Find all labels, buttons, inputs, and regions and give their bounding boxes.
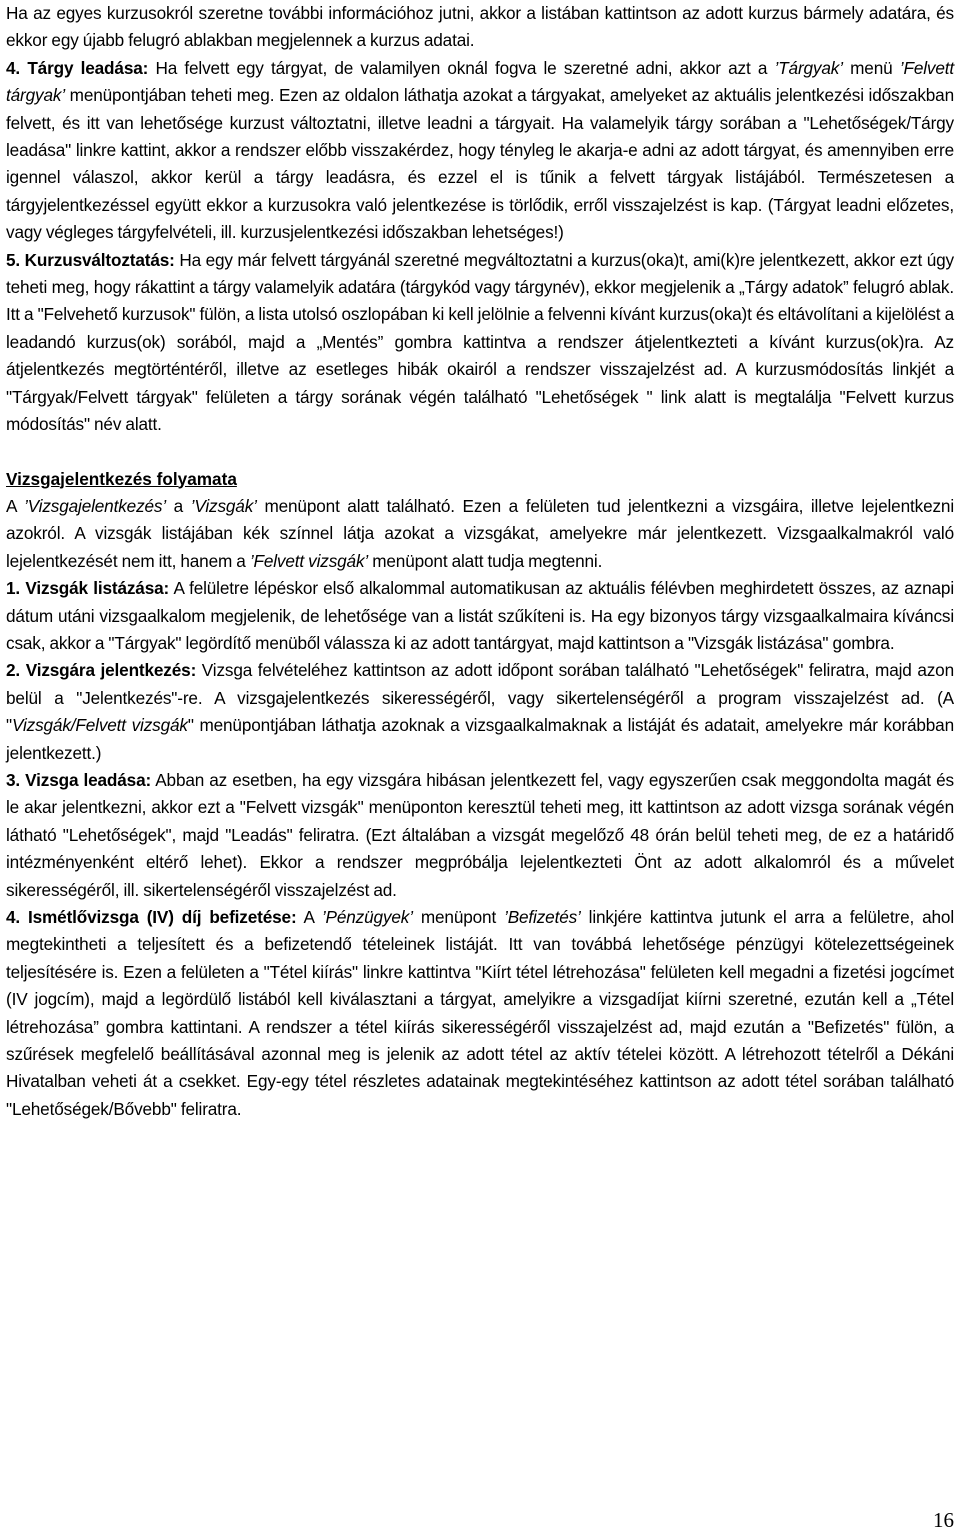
exam-intro-text-3: menüpont alatt található. Ezen a felületen tud jelentkezni a vizsgáira, illetve lejelentkezni azokról. A vizsgák listájában kék színnel látja azokat a vizsgákat, amelyekre már jelentkezett. Vizsgaalkalmakról való lejelentkezését nem itt, hanem a	[6, 495, 954, 571]
exam-item-2-menu-path: Vizsgák/Felvett vizsgák	[11, 715, 188, 736]
exam-intro-text-4: menüpont alatt tudja megtenni.	[368, 550, 603, 571]
exam-item-4-text-3: linkjére kattintva jutunk el arra a felületre, ahol megtekintheti a teljesített és a befizetendő tételeinek listáját. Itt van továbbá lehetősége pénzügyi kötelezettségeinek teljesítésére is. Ezen a felületen a "Tétel kiírás" linkre kattintva "Kiírt tétel létrehozása" felületen kell megadni a fizetési jogcímet (IV jogcím), majd a legördülő listából kell kiválasztani a tárgyat, amelyikre a vizsgadíjat kiírni szeretné, ezután kell a „Tétel létrehozása” gombra kattintani. A rendszer a tétel kiírás sikerességéről visszajelzést ad, majd ezután a "Befizetés" fülön, a szűrések megfelelő beállításával azonnal meg is jelenik az adott tétel az aktív tételei között. A létrehozott tételről a Dékáni Hivatalban veheti át a csekket. Egy-egy tétel részletes adatainak megtekintéséhez kattintson az adott tétel sorában található "Lehetőségek/Bővebb" feliratra.	[6, 907, 954, 1119]
intro-text: Ha az egyes kurzusokról szeretne további információhoz jutni, akkor a listában kattintson az adott kurzus bármely adatára, és ekkor egy újabb felugró ablakban megjelennek a kurzus adatai.	[6, 3, 954, 51]
intro-paragraph	[6, 0, 954, 55]
exam-intro-menu-2: ’Vizsgák’	[190, 495, 257, 516]
exam-item-1-number: 1.	[6, 578, 21, 599]
exam-item-2-vizsgara-jelentkezes	[6, 657, 954, 767]
exam-intro-menu-3: ’Felvett vizsgák’	[249, 550, 369, 571]
exam-item-1-title: Vizsgák listázása:	[25, 578, 170, 599]
exam-item-3-text: Abban az esetben, ha egy vizsgára hibásan jelentkezett fel, vagy egyszerűen csak meggondolta magát és le akar jelentkezni, akkor ezt a "Felvett vizsgák" menüponton keresztül teheti meg, itt kattintson az adott vizsga sorának végén látható "Lehetőségek", majd "Leadás" feliratra. (Ezt általában a vizsgát megelőző 48 órán belül teheti meg, de ez a határidő intézményenként eltérő lehet). Ekkor a rendszer megpróbálja lejelentkezteti Önt az adott alkalomról és a művelet sikerességéről, ill. sikertelenségéről visszajelzést ad.	[6, 769, 954, 900]
page-number: 16	[933, 1508, 954, 1532]
exam-item-4-text-2: menüpont	[412, 907, 505, 927]
exam-item-2-text-1: Vizsga felvételéhez kattintson az adott időpont sorában található "Lehetőségek" feliratra, majd azon belül a "Jelentkezés"-re. A vizsgajelentkezés sikerességéről, vagy sikertelenségéről a program visszajelzést ad. (A "	[6, 660, 954, 736]
exam-intro-text-2: a	[166, 495, 191, 516]
exam-item-1-vizsgak-listazasa	[6, 575, 954, 657]
exam-intro-text-1: A	[6, 495, 24, 516]
exam-item-4-title: Ismétlővizsga (IV) díj befizetése:	[28, 907, 297, 927]
document-page	[6, 0, 954, 1123]
exam-item-2-title: Vizsgára jelentkezés:	[25, 660, 197, 681]
exam-item-3-title: Vizsga leadása:	[25, 769, 152, 790]
exam-item-2-text-2: " menüpontjában láthatja azoknak a vizsgaalkalmaknak a listáját és adatait, amelyekre már korábban jelentkezett.)	[6, 715, 954, 763]
section-heading: Vizsgajelentkezés folyamata	[6, 468, 237, 489]
exam-item-4-menu-name: ’Pénzügyek’	[321, 907, 413, 927]
exam-intro-paragraph	[6, 493, 954, 575]
item-4-submenu-name: ’Felvett tárgyak’	[6, 57, 954, 106]
exam-intro-menu-1: ’Vizsgajelentkezés’	[23, 495, 167, 516]
item-5-title: Kurzusváltoztatás:	[24, 249, 175, 270]
exam-item-4-link-name: ’Befizetés’	[504, 907, 581, 927]
exam-item-4-number: 4.	[6, 907, 21, 927]
item-4-title: Tárgy leadása:	[27, 57, 149, 78]
item-4-text-1: Ha felvett egy tárgyat, de valamilyen oknál fogva le szeretné adni, akkor azt a	[148, 57, 775, 78]
exam-item-1-text: A felületre lépéskor első alkalommal automatikusan az aktuális félévben meghirdetett összes, az aznapi dátum utáni vizsgaalkalom megjelenik, de lehetősége van a listát szűkíteni is. Ha egy bizonyos tárgy vizsgaalkalmaira kíváncsi csak, akkor a "Tárgyak" legördítő menüből válassza ki az adott tantárgyat, majd kattintson a "Vizsgák listázása" gombra.	[6, 578, 954, 653]
item-5-text: Ha egy már felvett tárgyánál szeretné megváltoztatni a kurzus(oka)t, ami(k)re jelentkezett, akkor ezt úgy teheti meg, hogy rákattint a tárgy valamelyik adatára (tárgykód vagy tárgynév), ekkor megjelenik a „Tárgy adatok” felugró ablak. Itt a "Felvehető kurzusok" fülön, a lista utolsó oszlopában ki kell jelölnie a felvenni kívánt kurzus(oka)t és eltávolítani a kijelölést a leadandó kurzus(ok) sorából, majd a „Mentés” gombra kattintva a rendszer átjelentkezteti a kívánt kurzus(ok)ra. Az átjelentkezés megtörténtéről, illetve az esetleges hibák okairól a rendszer visszajelzést ad. A kurzusmódosítás linkjét a "Tárgyak/Felvett tárgyak" felületen a tárgy sorának végén található "Lehetőségek " link alatt is megtalálja "Felvett kurzus módosítás" név alatt.	[6, 249, 954, 435]
exam-item-4-ismetlovizsga-dij	[6, 904, 954, 1123]
exam-item-4-text-1: A	[296, 907, 322, 927]
item-4-menu-name: ’Tárgyak’	[774, 57, 843, 78]
item-5-number: 5.	[6, 249, 21, 270]
item-4-text-3: menüpontjában teheti meg. Ezen az oldalon láthatja azokat a tárgyakat, amelyeket az aktuális jelentkezési időszakban felvett, és itt van lehetősége kurzust változtatni, illetve leadni a tárgyait. Ha valamelyik tárgy sorában a "Lehetőségek/Tárgy leadása" linkre kattint, akkor a rendszer előbb visszakérdez, hogy tényleg le akarja-e adni az adott tárgyat, és amennyiben erre igennel válaszol, akkor kerül a tárgy leadásra, és ezzel el is tűnik a felvett tárgyak listájából. Természetesen a tárgyjelentkezéssel együtt ekkor a kurzusokra való jelentkezése is törlődik, erről visszajelzést is kap. (Tárgyat leadni előzetes, vagy végleges tárgyfelvételi, ill. kurzusjelentkezési időszakban lehetséges!)	[6, 85, 954, 243]
item-4-tantargy-leadasa	[6, 55, 954, 247]
exam-item-3-number: 3.	[6, 769, 21, 790]
exam-item-2-number: 2.	[6, 660, 21, 681]
item-5-kurzusvaltoztatas	[6, 247, 954, 439]
exam-item-3-vizsga-leadasa	[6, 767, 954, 904]
item-4-number: 4.	[6, 57, 21, 78]
item-4-text-2: menü	[842, 57, 900, 78]
section-spacer	[6, 439, 954, 466]
